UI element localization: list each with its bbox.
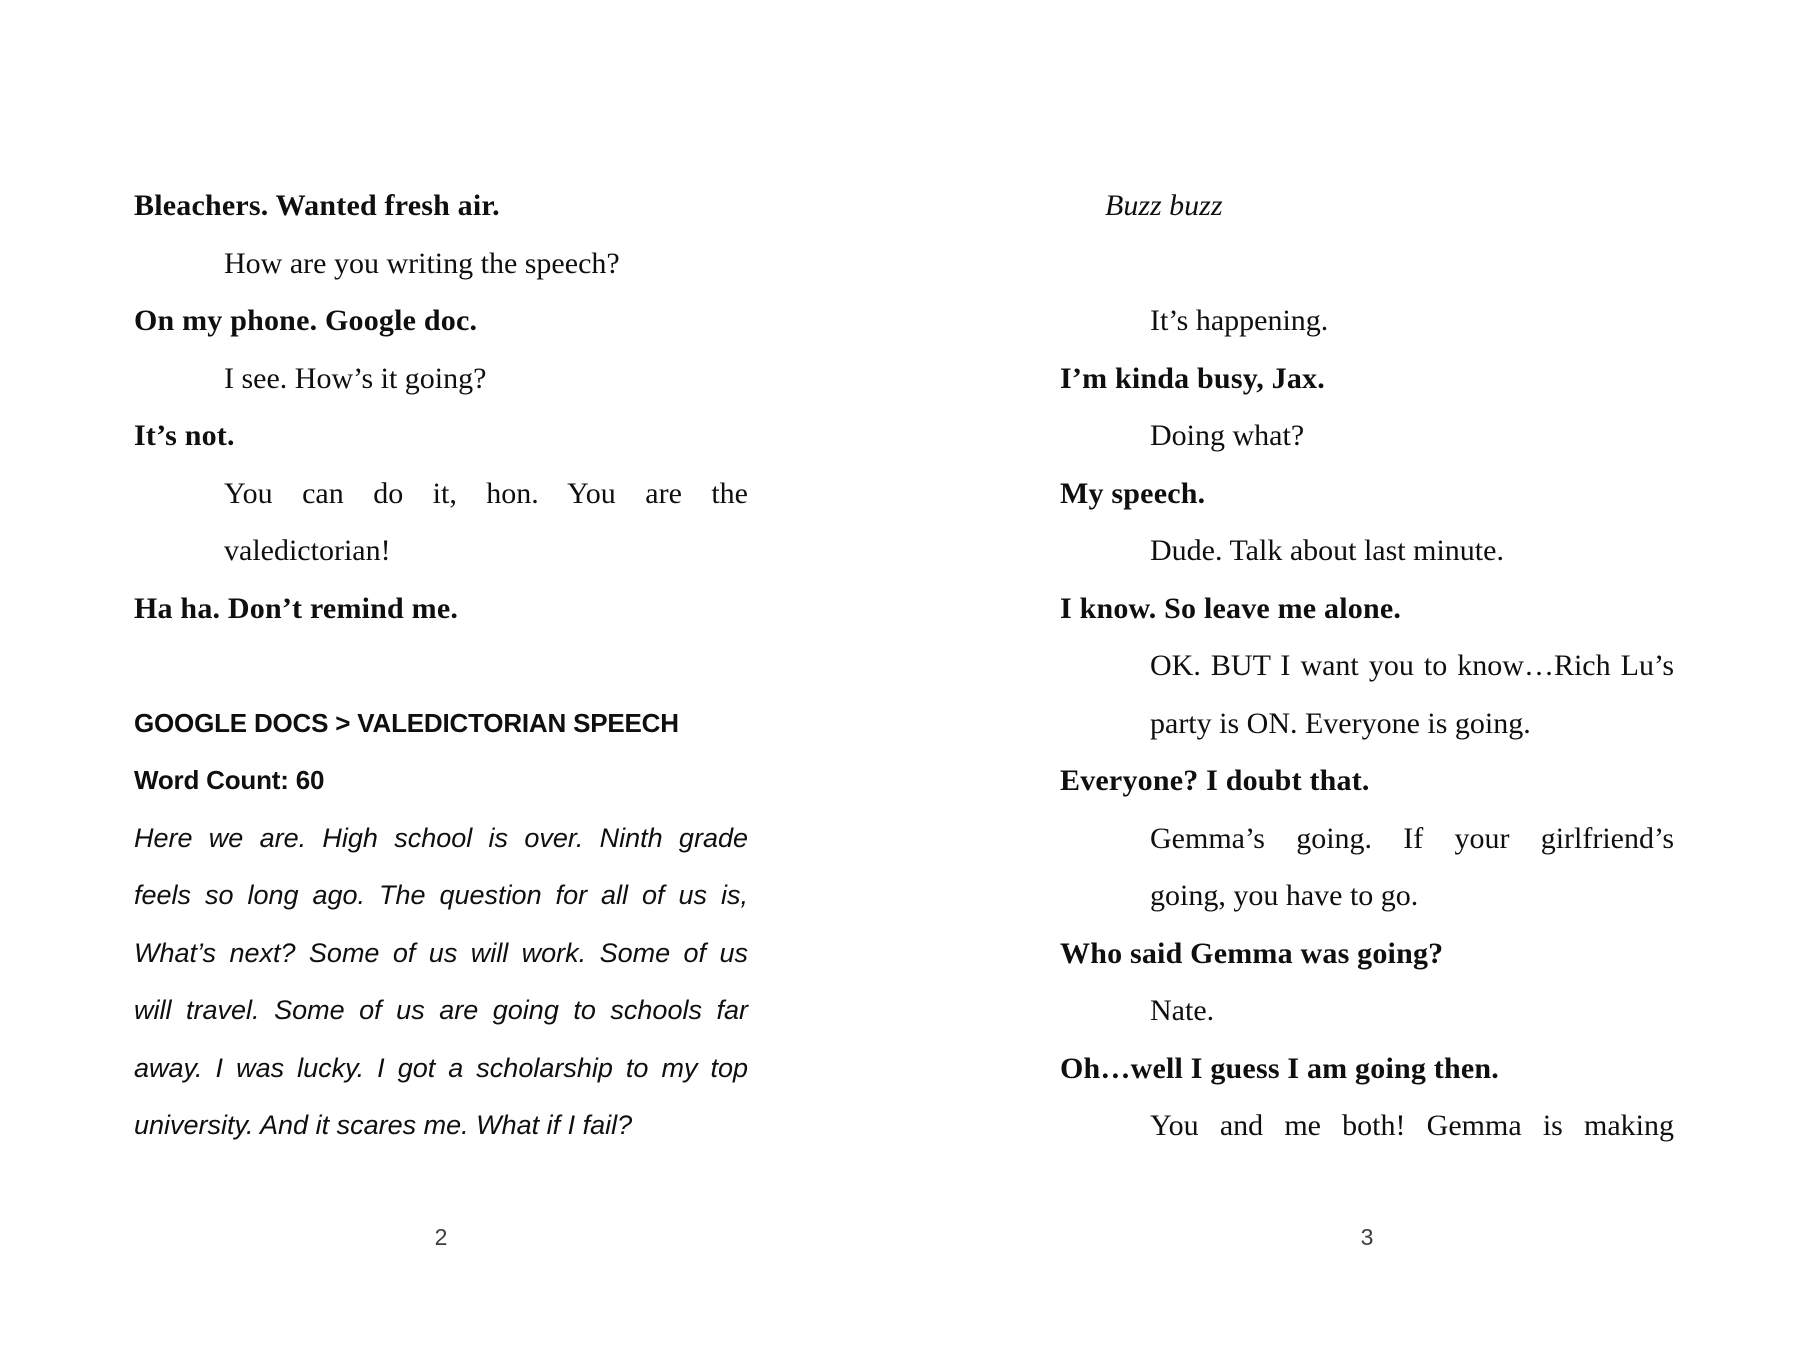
reply-message: You and me both! Gemma is making bbox=[1150, 1109, 1674, 1142]
reply-message: valedictorian! bbox=[224, 534, 391, 567]
sender-message: My speech. bbox=[1060, 476, 1206, 510]
page-number: 2 bbox=[434, 1224, 448, 1250]
sender-message: I’m kinda busy, Jax. bbox=[1060, 361, 1325, 395]
reply-message: party is ON. Everyone is going. bbox=[1150, 706, 1531, 740]
doc-heading: GOOGLE DOCS > VALEDICTORIAN SPEECH bbox=[134, 707, 679, 738]
sound-effect: Buzz buzz bbox=[1105, 189, 1223, 222]
reply-message: Gemma’s going. If your girlfriend’s bbox=[1150, 821, 1674, 855]
reply-message: Nate. bbox=[1150, 994, 1215, 1027]
reply-message: Doing what? bbox=[1150, 419, 1305, 452]
reply-message: going, you have to go. bbox=[1150, 879, 1419, 912]
reply-message: How are you writing the speech? bbox=[224, 246, 620, 280]
page-number: 3 bbox=[1360, 1224, 1374, 1250]
left-page bbox=[134, 177, 748, 1155]
reply-message: You can do it, hon. You are the bbox=[224, 476, 748, 510]
sender-message: Ha ha. Don’t remind me. bbox=[134, 591, 459, 625]
sender-message: Oh…well I guess I am going then. bbox=[1060, 1051, 1499, 1085]
speech-draft-line: away. I was lucky. I got a scholarship to my top bbox=[134, 1052, 748, 1083]
right-page bbox=[1060, 177, 1674, 1155]
speech-draft-line: Here we are. High school is over. Ninth grade bbox=[134, 822, 748, 853]
speech-draft-line: What’s next? Some of us will work. Some of us bbox=[134, 937, 748, 968]
speech-draft-line: university. And it scares me. What if I fail? bbox=[134, 1110, 633, 1140]
sender-message: Who said Gemma was going? bbox=[1060, 936, 1444, 970]
reply-message: Dude. Talk about last minute. bbox=[1150, 534, 1504, 567]
speech-draft-line: will travel. Some of us are going to schools far bbox=[134, 995, 748, 1025]
sender-message: I know. So leave me alone. bbox=[1060, 591, 1402, 625]
reply-message: I see. How’s it going? bbox=[224, 361, 487, 395]
sender-message: On my phone. Google doc. bbox=[134, 304, 478, 337]
reply-message: It’s happening. bbox=[1150, 304, 1329, 337]
blank-line bbox=[134, 637, 748, 695]
speech-draft-line: feels so long ago. The question for all of us is, bbox=[134, 880, 748, 910]
sender-message: It’s not. bbox=[134, 419, 235, 452]
reply-message: OK. BUT I want you to know…Rich Lu’s bbox=[1150, 649, 1674, 682]
word-count-heading: Word Count: 60 bbox=[134, 765, 325, 795]
sender-message: Everyone? I doubt that. bbox=[1060, 764, 1370, 797]
sender-message: Bleachers. Wanted fresh air. bbox=[134, 189, 500, 222]
blank-line bbox=[1060, 235, 1674, 293]
